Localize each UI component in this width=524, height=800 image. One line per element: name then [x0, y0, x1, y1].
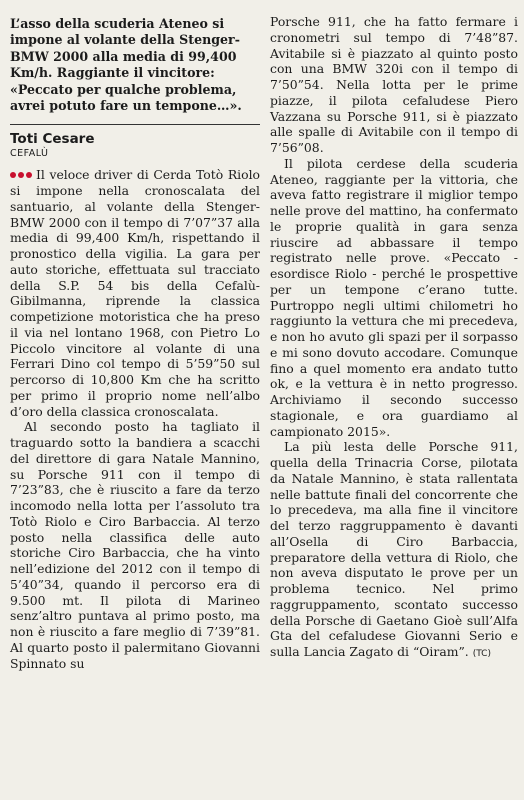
paragraph — [10, 167, 260, 419]
left-column — [10, 14, 260, 800]
divider — [10, 124, 260, 125]
paragraph: Il pilota cerdese della scuderia Ateneo, raggiante per la vittoria, che aveva fatto registrare il miglior tempo nelle prove del mattino, ha confermato le proprie qualità in gara senza riuscire ad abbassare il tempo registrato nelle prove. «Peccato - esordisce Riolo - perché le prospettive per un tempone c’erano tutte. Purtroppo negli ultimi chilometri ho raggiunto la vettura che mi precedeva, e non ho avuto gli spazi per il sorpasso e mi sono dovuto accodare. Comunque fino a quel momento era andato tutto ok, e la vettura è in netto progresso. Archiviamo il secondo successo stagionale, e ora guardiamo al campionato 2015». — [270, 155, 518, 439]
paragraph — [270, 439, 518, 663]
section-dots-icon — [10, 172, 32, 178]
paragraph: Al secondo posto ha tagliato il traguardo sotto la bandiera a scacchi del direttore di gara Natale Mannino, su Porsche 911 con il tempo di 7’23”83, che è riuscito a fare da terzo incomodo nella lotta per l’assoluto tra Totò Riolo e Ciro Barbaccia. Al terzo posto nella classifica delle auto storiche Ciro Barbaccia, che ha vinto nell’edizione del 2012 con il tempo di 5’40”34, quando il percorso era di 9.500 mt. Il pilota di Marineo senz’altro puntava al primo posto, ma non è riuscito a fare meglio di 7’39”81. Al quarto posto il palermitano Giovanni Spinnato su — [10, 419, 260, 671]
right-column — [270, 14, 518, 800]
author-signature: (TC) — [472, 649, 491, 659]
author-name: Toti Cesare — [10, 131, 95, 148]
paragraph: Porsche 911, che ha fatto fermare i cronometri sul tempo di 7’48”87. Avitabile si è piazzato al quinto posto con una BMW 320i con il tempo di 7’50”54. Nella lotta per le prime piazze, il pilota cefaludese Piero Vazzana su Porsche 911, si è piazzato alle spalle di Avitabile con il tempo di 7’56”08. — [270, 14, 518, 155]
paragraph-text: La più lesta delle Porsche 911, quella della Trinacria Corse, pilotata da Natale Mannino, è stata rallentata nelle battute finali del concorrente che lo precedeva, ma alla fine il vincitore del terzo raggruppamento è davanti all’Osella di Ciro Barbaccia, preparatore della vettura di Riolo, che non aveva disputato le prove per un problema tecnico. Nel primo raggruppamento, scontato successo della Porsche di Gaetano Gioè sull’Alfa Gta del cefaludese Giovanni Serio e sulla Lancia Zagato di “Oiram”. — [270, 439, 518, 659]
lead-summary: L’asso della scuderia Ateneo si impone al volante della Stenger-BMW 2000 alla media di 99,400 Km/h. Raggiante il vincitore: «Peccato per qualche problema, avrei potuto fare un tempone…». — [10, 16, 242, 114]
dateline-place: CEFALÙ — [10, 148, 49, 160]
paragraph-text: Il veloce driver di Cerda Totò Riolo si impone nella cronoscalata del santuario, al volante della Stenger-BMW 2000 con il tempo di 7’07”37 alla media di 99,400 Km/h, rispettando il pronostico della vigilia. La gara per auto storiche, effettuata sul tracciato della S.P. 54 bis della Cefalù-Gibilmanna, riprende la classica competizione motoristica che ha preso il via nel lontano 1968, con Pietro Lo Piccolo vincitore al volante di una Ferrari Dino col tempo di 5’59”50 sul percorso di 10,800 Km che ha scritto per primo il proprio nome nell’albo d’oro della classica cronoscalata. — [10, 167, 260, 419]
